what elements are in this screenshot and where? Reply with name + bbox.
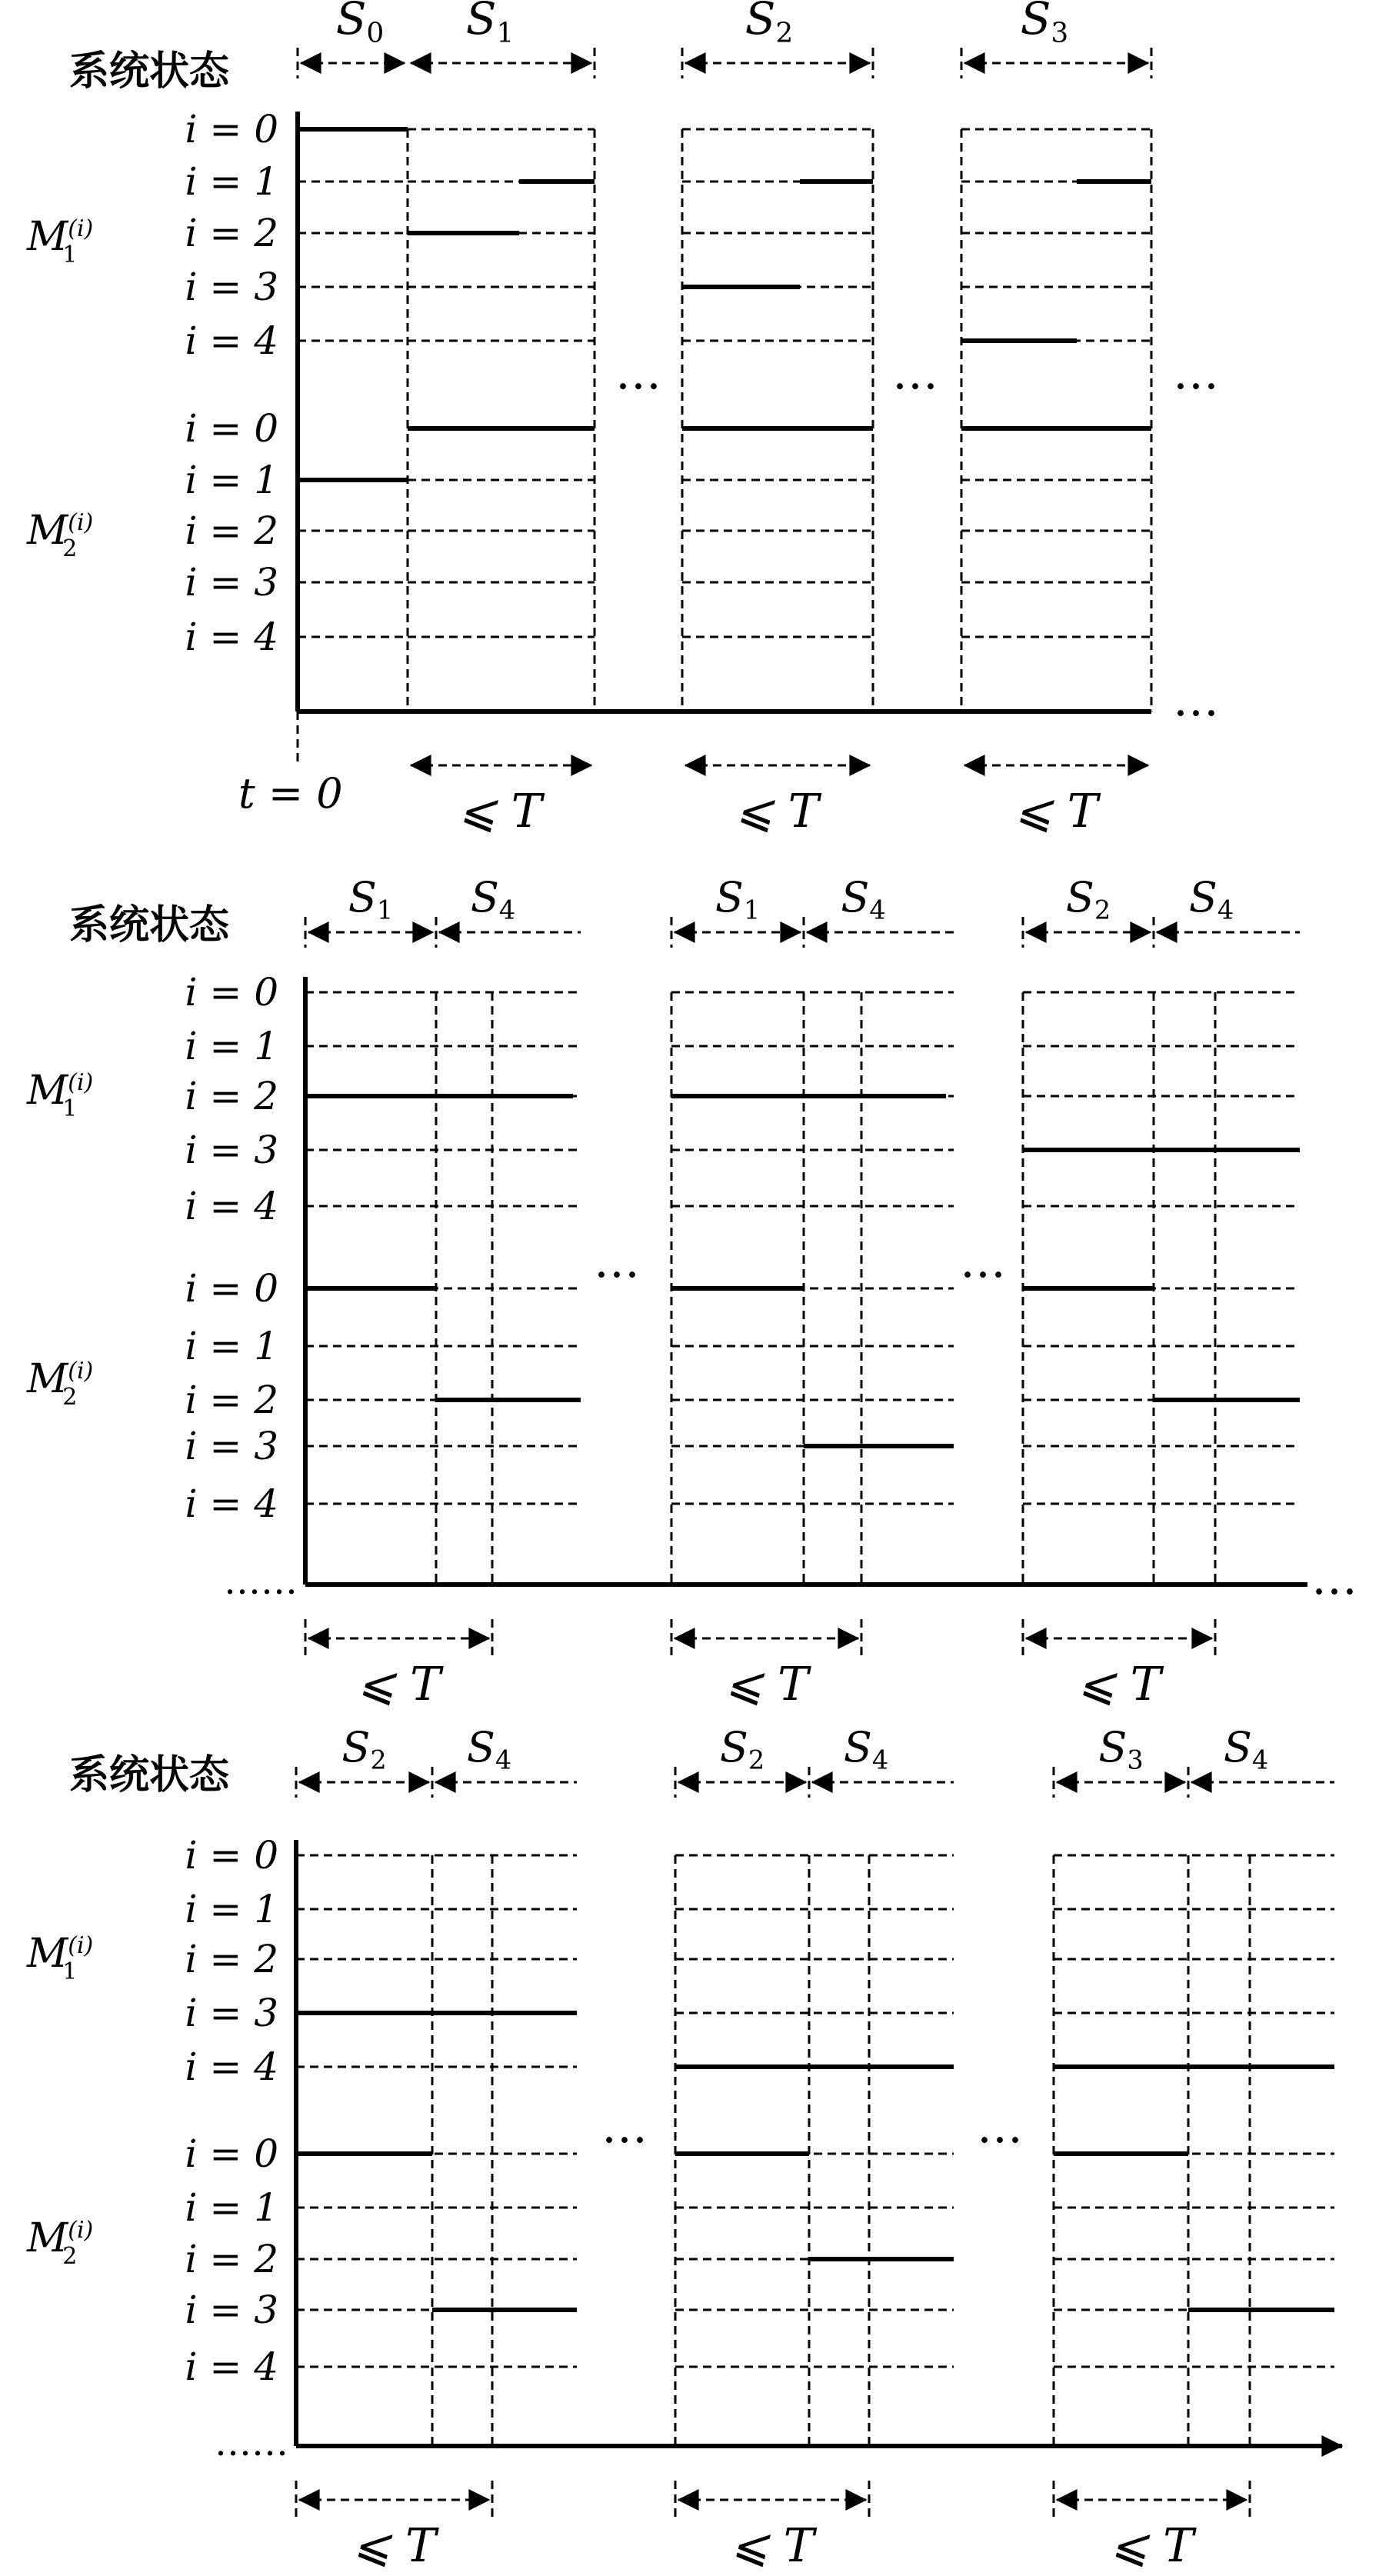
p1-ellipsis-tail: … bbox=[1311, 1551, 1357, 1605]
p1-m2-level-4: i = 4 bbox=[185, 1481, 278, 1526]
p1-state-2 bbox=[715, 873, 760, 925]
state-s3-1-sub: 3 bbox=[1051, 17, 1069, 49]
machine-label-sup: (i) bbox=[68, 1069, 94, 1096]
p2-state-5-base: S bbox=[1223, 1723, 1252, 1771]
p1-state-4-base: S bbox=[1065, 873, 1094, 921]
state-s2-1-sub: 2 bbox=[775, 17, 794, 49]
p1-lte-label-1: ⩽ T bbox=[724, 1658, 809, 1711]
p1-m2-level-3: i = 3 bbox=[185, 1424, 278, 1468]
p2-state-3-sub: 4 bbox=[871, 1745, 889, 1775]
machine-label-sup: (i) bbox=[68, 1358, 94, 1385]
m1-level-2: i = 2 bbox=[185, 211, 278, 255]
state-s2-1 bbox=[745, 0, 794, 48]
p2-m2-level-0: i = 0 bbox=[185, 2131, 278, 2176]
p2-ellipsis-1: … bbox=[977, 2100, 1023, 2154]
p2-lte-label-1: ⩽ T bbox=[730, 2519, 814, 2573]
p2-state-2-sub: 2 bbox=[748, 1745, 765, 1775]
p1-state-1-sub: 4 bbox=[498, 895, 516, 925]
p2-m2-level-4: i = 4 bbox=[185, 2344, 278, 2389]
p1-state-4-sub: 2 bbox=[1094, 895, 1111, 925]
p2-lte-label-2: ⩽ T bbox=[1109, 2519, 1194, 2573]
p1-m2-level-2: i = 2 bbox=[185, 1378, 278, 1422]
p2-state-4-base: S bbox=[1098, 1723, 1128, 1771]
p2-state-5 bbox=[1224, 1723, 1268, 1775]
p1-lead-dots: …… bbox=[224, 1560, 298, 1603]
p2-state-3 bbox=[844, 1723, 888, 1775]
state-s1-1 bbox=[466, 0, 515, 48]
p1-state-0-sub: 1 bbox=[376, 895, 394, 925]
p1-state-2-base: S bbox=[714, 873, 744, 921]
m2-level-3: i = 3 bbox=[185, 560, 278, 605]
state-s0-1-sub: 0 bbox=[366, 17, 385, 49]
machine-label-m1 bbox=[26, 1068, 93, 1122]
p1-m1-level-1: i = 1 bbox=[185, 1024, 278, 1068]
machine-label-m2 bbox=[26, 1356, 93, 1411]
state-s1-1-base: S bbox=[465, 0, 497, 45]
p1-m1-level-4: i = 4 bbox=[185, 1184, 278, 1228]
m2-level-2: i = 2 bbox=[185, 508, 278, 553]
machine-label-sub: 2 bbox=[62, 2243, 78, 2270]
machine-label-sub: 2 bbox=[62, 1384, 78, 1411]
m2-level-0: i = 0 bbox=[185, 406, 278, 451]
machine-label-base: M bbox=[27, 2215, 68, 2261]
m1-level-4: i = 4 bbox=[185, 318, 278, 363]
p2-m1-level-0: i = 0 bbox=[185, 1833, 278, 1878]
machine-label-sup: (i) bbox=[68, 2217, 94, 2244]
machine-label-sup: (i) bbox=[68, 509, 94, 536]
p1-m1-level-0: i = 0 bbox=[185, 970, 278, 1015]
p1-ellipsis-0: … bbox=[594, 1235, 640, 1288]
state-s0-1 bbox=[336, 0, 385, 48]
p2-lte-label-0: ⩽ T bbox=[351, 2519, 437, 2573]
p2-ellipsis-0: … bbox=[601, 2100, 648, 2154]
state-s3-1 bbox=[1021, 0, 1069, 48]
p1-state-0 bbox=[348, 873, 393, 925]
p2-state-2 bbox=[720, 1723, 764, 1775]
p2-state-0-sub: 2 bbox=[370, 1745, 387, 1775]
p2-m1-level-2: i = 2 bbox=[185, 1937, 278, 1981]
machine-label-m1 bbox=[26, 214, 93, 268]
machine-label-base: M bbox=[27, 1068, 68, 1114]
p2-state-0 bbox=[341, 1723, 386, 1775]
machine-label-sup: (i) bbox=[68, 215, 94, 242]
p2-m1-level-1: i = 1 bbox=[185, 1887, 278, 1931]
state-s0-1-base: S bbox=[335, 0, 367, 45]
m1-level-0: i = 0 bbox=[185, 107, 278, 152]
p2-m2-level-3: i = 3 bbox=[185, 2288, 278, 2332]
p2-state-4-sub: 3 bbox=[1127, 1745, 1144, 1775]
p1-m1-level-2: i = 2 bbox=[185, 1074, 278, 1118]
p2-state-5-sub: 4 bbox=[1251, 1745, 1269, 1775]
system-state-label-2: 系统状态 bbox=[69, 1752, 230, 1798]
p1-state-5 bbox=[1189, 873, 1234, 925]
p2-state-4 bbox=[1098, 1723, 1143, 1775]
machine-label-sub: 1 bbox=[62, 242, 78, 268]
ellipsis-1a: … bbox=[615, 346, 661, 400]
system-state-label-1: 系统状态 bbox=[69, 48, 230, 95]
ellipsis-1b: … bbox=[892, 346, 938, 400]
p1-m2-level-1: i = 1 bbox=[185, 1324, 278, 1368]
p1-ellipsis-1: … bbox=[960, 1235, 1006, 1288]
p1-state-2-sub: 1 bbox=[743, 895, 761, 925]
m2-level-4: i = 4 bbox=[185, 615, 278, 659]
p2-state-1-base: S bbox=[466, 1723, 495, 1771]
machine-label-m2 bbox=[26, 2215, 93, 2270]
state-s2-1-base: S bbox=[744, 0, 776, 45]
p2-state-3-base: S bbox=[843, 1723, 872, 1771]
machine-label-base: M bbox=[27, 508, 68, 554]
lte-label-1b: ⩽ T bbox=[734, 785, 819, 838]
machine-label-base: M bbox=[27, 1356, 68, 1402]
machine-label-sup: (i) bbox=[68, 1932, 94, 1959]
ellipsis-1c: … bbox=[1173, 346, 1219, 400]
m2-level-1: i = 1 bbox=[185, 458, 278, 502]
t0-label: t = 0 bbox=[238, 769, 343, 818]
p1-state-0-base: S bbox=[348, 873, 377, 921]
machine-label-base: M bbox=[27, 214, 68, 260]
p2-m2-level-2: i = 2 bbox=[185, 2237, 278, 2281]
p1-state-5-base: S bbox=[1188, 873, 1217, 921]
p2-state-0-base: S bbox=[341, 1723, 371, 1771]
lte-label-1a: ⩽ T bbox=[458, 785, 542, 838]
p1-m2-level-0: i = 0 bbox=[185, 1266, 278, 1311]
machine-label-base: M bbox=[27, 1931, 68, 1977]
state-s3-1-base: S bbox=[1020, 0, 1051, 45]
p1-lte-label-2: ⩽ T bbox=[1077, 1658, 1161, 1711]
p2-state-1 bbox=[467, 1723, 511, 1775]
machine-label-m2 bbox=[26, 508, 93, 562]
p1-state-3-base: S bbox=[841, 873, 870, 921]
machine-label-sub: 1 bbox=[62, 1095, 78, 1122]
p1-state-5-sub: 4 bbox=[1217, 895, 1234, 925]
p2-m2-level-1: i = 1 bbox=[185, 2185, 278, 2230]
p1-state-1 bbox=[471, 873, 515, 925]
p2-m1-level-3: i = 3 bbox=[185, 1991, 278, 2035]
ellipsis-1d: … bbox=[1173, 673, 1219, 727]
machine-label-sub: 1 bbox=[62, 1958, 78, 1985]
p1-state-4 bbox=[1066, 873, 1111, 925]
machine-label-sub: 2 bbox=[62, 535, 78, 562]
p2-m1-level-4: i = 4 bbox=[185, 2044, 278, 2089]
p2-state-1-sub: 4 bbox=[495, 1745, 512, 1775]
p2-state-2-base: S bbox=[719, 1723, 748, 1771]
system-state-label-1: 系统状态 bbox=[69, 902, 230, 948]
m1-level-3: i = 3 bbox=[185, 265, 278, 309]
p1-state-3 bbox=[841, 873, 885, 925]
state-s1-1-sub: 1 bbox=[496, 17, 515, 49]
machine-label-m1 bbox=[26, 1931, 93, 1985]
lte-label-1c: ⩽ T bbox=[1014, 785, 1098, 838]
p1-lte-label-0: ⩽ T bbox=[356, 1658, 441, 1711]
p1-state-1-base: S bbox=[470, 873, 499, 921]
m1-level-1: i = 1 bbox=[185, 159, 278, 204]
p1-state-3-sub: 4 bbox=[869, 895, 886, 925]
p2-lead-dots: …… bbox=[215, 2421, 288, 2464]
p1-m1-level-3: i = 3 bbox=[185, 1128, 278, 1172]
